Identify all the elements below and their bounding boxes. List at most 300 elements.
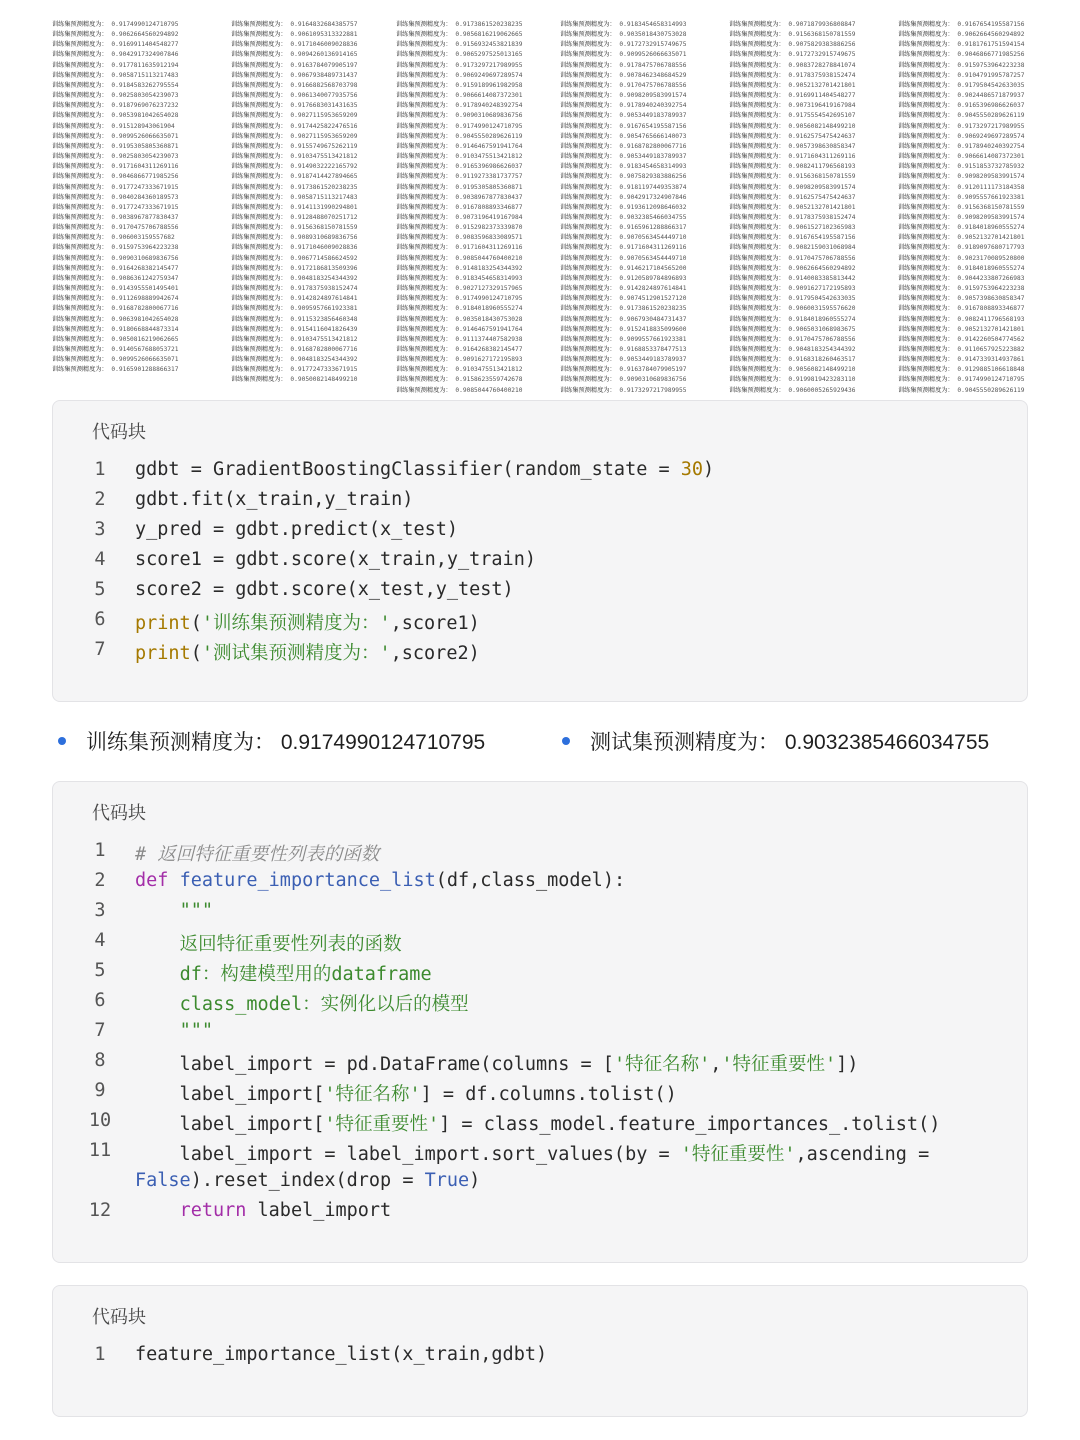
- output-line: [396, 223, 559, 233]
- code-token: y_pred = gdbt.predict(x_test): [135, 519, 459, 540]
- output-column: [52, 20, 215, 375]
- line-number: 8: [94, 1050, 106, 1071]
- output-value: 0.9174425822476516: [290, 122, 358, 130]
- output-line: [231, 193, 394, 203]
- output-value: 0.9083728278841074: [788, 61, 856, 69]
- output-value: 0.9156368150781559: [788, 31, 856, 39]
- output-value: 0.9086361242759347: [111, 274, 179, 282]
- output-label: 训练集预测精度为：: [729, 325, 789, 333]
- output-label: 训练集预测精度为：: [898, 244, 958, 252]
- line-number: 9: [94, 1080, 106, 1101]
- output-line: [898, 122, 1061, 132]
- result-row: [52, 726, 1028, 762]
- output-line: [52, 223, 215, 233]
- output-line: [396, 111, 559, 121]
- output-label: 训练集预测精度为：: [729, 335, 789, 343]
- output-value: 0.9177247333671915: [111, 183, 179, 191]
- output-label: 训练集预测精度为：: [729, 274, 789, 282]
- output-line: [396, 213, 559, 223]
- output-line: [729, 20, 892, 30]
- output-value: 0.9159753964223238: [957, 285, 1025, 293]
- output-value: 0.9065297525013165: [455, 51, 523, 59]
- output-label: 训练集预测精度为：: [52, 203, 112, 211]
- output-label: 训练集预测精度为：: [231, 51, 291, 59]
- code-token: '特征重要性': [721, 1054, 837, 1075]
- output-value: 0.9099557661923381: [619, 335, 687, 343]
- output-line: [560, 355, 723, 365]
- output-value: 0.9027115953659209: [290, 132, 358, 140]
- code-text: [135, 609, 480, 635]
- output-label: 训练集预测精度为：: [729, 173, 789, 181]
- output-label: 训练集预测精度为：: [729, 71, 789, 79]
- output-value: 0.9090310689836756: [619, 376, 687, 384]
- output-label: 训练集预测精度为：: [52, 163, 112, 171]
- output-line: [560, 315, 723, 325]
- output-value: 0.9061340077935756: [290, 92, 358, 100]
- output-value: 0.9061095313322881: [290, 31, 358, 39]
- code-token: [135, 934, 180, 955]
- output-label: 训练集预测精度为：: [898, 173, 958, 181]
- output-value: 0.9171046009028836: [290, 41, 358, 49]
- output-value: 0.9103475513421812: [455, 366, 523, 374]
- output-value: 0.9162575475424637: [788, 193, 856, 201]
- output-value: 0.915128943061904: [111, 122, 175, 130]
- line-number: 7: [94, 1020, 106, 1041]
- output-value: 0.9140083385813442: [788, 274, 856, 282]
- output-label: 训练集预测精度为：: [396, 386, 456, 394]
- output-value: 0.9048183254344392: [290, 274, 358, 282]
- bullet-icon: [58, 737, 66, 745]
- output-label: 训练集预测精度为：: [52, 71, 112, 79]
- output-label: 训练集预测精度为：: [560, 295, 620, 303]
- output-value: 0.9035018430753028: [619, 31, 687, 39]
- output-label: 训练集预测精度为：: [231, 234, 291, 242]
- output-line: [52, 365, 215, 375]
- output-line: [729, 172, 892, 182]
- output-label: 训练集预测精度为：: [560, 183, 620, 191]
- output-label: 训练集预测精度为：: [231, 366, 291, 374]
- output-label: 训练集预测精度为：: [729, 285, 789, 293]
- output-value: 0.9167654195587156: [788, 234, 856, 242]
- output-value: 0.9057398630858347: [788, 142, 856, 150]
- output-value: 0.9074512901527120: [619, 295, 687, 303]
- output-line: [898, 101, 1061, 111]
- output-value: 0.9091627172195893: [455, 356, 523, 364]
- output-line: [729, 152, 892, 162]
- code-token: '特征名称': [324, 1084, 421, 1105]
- output-label: 训练集预测精度为：: [52, 142, 112, 150]
- code-text: [135, 1080, 677, 1106]
- output-line: [52, 304, 215, 314]
- output-line: [231, 162, 394, 172]
- output-label: 训练集预测精度为：: [729, 51, 789, 59]
- output-value: 0.9042917324907846: [619, 193, 687, 201]
- output-value: 0.9177247333671915: [290, 366, 358, 374]
- output-label: 训练集预测精度为：: [396, 92, 456, 100]
- output-line: [231, 203, 394, 213]
- code-token: [135, 1200, 180, 1221]
- output-value: 0.9128488070251712: [290, 213, 358, 221]
- output-value: 0.9025803054239073: [111, 153, 179, 161]
- output-value: 0.9179504542633035: [957, 81, 1025, 89]
- output-label: 训练集预测精度为：: [396, 61, 456, 69]
- output-label: 训练集预测精度为：: [560, 132, 620, 140]
- output-value: 0.9174990124710795: [455, 295, 523, 303]
- output-label: 训练集预测精度为：: [52, 213, 112, 221]
- output-value: 0.9066614087372301: [455, 92, 523, 100]
- output-line: [729, 122, 892, 132]
- output-label: 训练集预测精度为：: [729, 315, 789, 323]
- output-line: [396, 203, 559, 213]
- output-value: 0.9173297217989955: [957, 122, 1025, 130]
- code-token: '特征名称': [613, 1054, 711, 1075]
- output-value: 0.9177247333671915: [111, 203, 179, 211]
- output-label: 训练集预测精度为：: [52, 31, 112, 39]
- output-line: [231, 264, 394, 274]
- code-text: [135, 900, 213, 921]
- output-label: 训练集预测精度为：: [560, 153, 620, 161]
- output-label: 训练集预测精度为：: [396, 31, 456, 39]
- line-number: 10: [88, 1110, 112, 1131]
- output-label: 训练集预测精度为：: [52, 153, 112, 161]
- output-label: 训练集预测精度为：: [898, 132, 958, 140]
- output-line: [560, 101, 723, 111]
- output-line: [729, 162, 892, 172]
- output-line: [560, 40, 723, 50]
- output-label: 训练集预测精度为：: [729, 163, 789, 171]
- output-value: 0.9199819423283110: [788, 376, 856, 384]
- output-label: 训练集预测精度为：: [52, 254, 112, 262]
- test-accuracy-value: 0.9032385466034755: [784, 731, 990, 754]
- output-line: [729, 243, 892, 253]
- output-label: 训练集预测精度为：: [898, 203, 958, 211]
- output-value: 0.9023170089520800: [957, 254, 1025, 262]
- output-label: 训练集预测精度为：: [729, 224, 789, 232]
- output-value: 0.9174990124710795: [111, 21, 179, 28]
- output-label: 训练集预测精度为：: [560, 193, 620, 201]
- output-line: [52, 71, 215, 81]
- output-label: 训练集预测精度为：: [52, 193, 112, 201]
- output-line: [898, 365, 1061, 375]
- output-line: [396, 264, 559, 274]
- output-value: 0.9147339314937861: [957, 356, 1025, 364]
- output-line: [396, 30, 559, 40]
- output-line: [52, 172, 215, 182]
- output-line: [396, 274, 559, 284]
- output-label: 训练集预测精度为：: [560, 31, 620, 39]
- output-label: 训练集预测精度为：: [52, 244, 112, 252]
- output-label: 训练集预测精度为：: [52, 356, 112, 364]
- output-line: [898, 254, 1061, 264]
- output-value: 0.9053449183789937: [619, 153, 687, 161]
- output-value: 0.9046866771985256: [957, 51, 1025, 59]
- output-line: [231, 61, 394, 71]
- output-line: [231, 71, 394, 81]
- output-line: [898, 304, 1061, 314]
- code-token: ,ascending =: [795, 1144, 930, 1165]
- output-line: [560, 203, 723, 213]
- output-value: 0.9184018960555274: [957, 264, 1025, 272]
- output-value: 0.9171604311269116: [619, 244, 687, 252]
- output-label: 训练集预测精度为：: [560, 112, 620, 120]
- output-value: 0.9184018960555274: [455, 305, 523, 313]
- code-token: """: [179, 1020, 213, 1041]
- code-token: ): [703, 459, 715, 480]
- output-line: [396, 40, 559, 50]
- output-column: [231, 20, 394, 386]
- output-label: 训练集预测精度为：: [729, 122, 789, 130]
- output-line: [898, 335, 1061, 345]
- output-label: 训练集预测精度为：: [52, 102, 112, 110]
- output-label: 训练集预测精度为：: [396, 234, 456, 242]
- output-value: 0.9187969076237232: [111, 102, 179, 110]
- code-text: [135, 990, 469, 1016]
- output-line: [231, 345, 394, 355]
- code-token: feature_importance_list(x_train,gdbt): [135, 1344, 548, 1365]
- output-label: 训练集预测精度为：: [898, 31, 958, 39]
- output-value: 0.9168318260463517: [788, 356, 856, 364]
- output-label: 训练集预测精度为：: [560, 203, 620, 211]
- output-line: [560, 162, 723, 172]
- output-line: [231, 233, 394, 243]
- output-label: 训练集预测精度为：: [560, 163, 620, 171]
- output-value: 0.9027127329157965: [455, 285, 523, 293]
- output-label: 训练集预测精度为：: [396, 122, 456, 130]
- output-label: 训练集预测精度为：: [231, 335, 291, 343]
- output-line: [396, 61, 559, 71]
- output-value: 0.9094260136914165: [290, 51, 358, 59]
- output-line: [898, 71, 1061, 81]
- code-token: [135, 994, 180, 1015]
- output-value: 0.9178940248392754: [455, 102, 523, 110]
- output-label: 训练集预测精度为：: [52, 81, 112, 89]
- code-token: gdbt.fit(x_train,y_train): [135, 489, 414, 510]
- output-line: [729, 315, 892, 325]
- output-line: [729, 345, 892, 355]
- code-token: print: [135, 643, 191, 664]
- code-token: ,score1): [390, 613, 480, 634]
- output-label: 训练集预测精度为：: [231, 92, 291, 100]
- output-line: [231, 335, 394, 345]
- output-value: 0.9170475706788556: [619, 81, 687, 89]
- output-line: [729, 50, 892, 60]
- output-line: [898, 40, 1061, 50]
- output-line: [231, 375, 394, 385]
- code-token: feature_importance_list: [179, 870, 436, 891]
- output-line: [396, 325, 559, 335]
- output-value: 0.9175554542695107: [788, 112, 856, 120]
- output-value: 0.9082411796568193: [957, 315, 1025, 323]
- output-value: 0.9103475513421812: [290, 335, 358, 343]
- output-value: 0.9104791995787257: [957, 71, 1025, 79]
- output-value: 0.9174990124710795: [455, 122, 523, 130]
- output-value: 0.9067938489731437: [290, 71, 358, 79]
- output-value: 0.9142824897614841: [619, 285, 687, 293]
- output-value: 0.9090310689836756: [455, 112, 523, 120]
- output-line: [396, 355, 559, 365]
- code-block-feature-importance-def: [52, 781, 1028, 1263]
- output-label: 训练集预测精度为：: [396, 41, 456, 49]
- output-label: 训练集预测精度为：: [52, 274, 112, 282]
- output-value: 0.9195305805360871: [111, 142, 179, 150]
- output-value: 0.9067930484731437: [619, 315, 687, 323]
- line-number: 4: [94, 930, 106, 951]
- output-label: 训练集预测精度为：: [560, 305, 620, 313]
- output-value: 0.9056816219062665: [455, 31, 523, 39]
- code-token: label_import[: [135, 1084, 325, 1105]
- output-label: 训练集预测精度为：: [231, 325, 291, 333]
- output-value: 0.9069249697289574: [455, 71, 523, 79]
- output-label: 训练集预测精度为：: [52, 346, 112, 353]
- output-value: 0.9148183254344392: [455, 264, 523, 272]
- output-line: [560, 30, 723, 40]
- output-label: 训练集预测精度为：: [729, 234, 789, 242]
- output-value: 0.9166882568703798: [290, 81, 358, 89]
- output-line: [560, 61, 723, 71]
- output-line: [898, 172, 1061, 182]
- output-line: [52, 203, 215, 213]
- output-value: 0.9082159031068984: [788, 244, 856, 252]
- output-value: 0.9179504542633035: [788, 295, 856, 303]
- output-label: 训练集预测精度为：: [396, 295, 456, 303]
- train-accuracy-value: 0.9174990124710795: [280, 731, 486, 754]
- output-line: [898, 183, 1061, 193]
- code-token: label_import: [246, 1200, 392, 1221]
- output-line: [52, 81, 215, 91]
- line-number: 1: [94, 840, 106, 861]
- output-line: [231, 284, 394, 294]
- output-label: 训练集预测精度为：: [898, 366, 958, 374]
- output-label: 训练集预测精度为：: [898, 61, 958, 69]
- output-label: 训练集预测精度为：: [560, 102, 620, 110]
- output-label: 训练集预测精度为：: [898, 295, 958, 303]
- output-label: 训练集预测精度为：: [396, 346, 456, 353]
- code-text: [135, 489, 413, 510]
- output-label: 训练集预测精度为：: [560, 213, 620, 221]
- output-label: 训练集预测精度为：: [231, 41, 291, 49]
- code-text: [135, 519, 458, 540]
- output-label: 训练集预测精度为：: [729, 142, 789, 150]
- output-line: [729, 304, 892, 314]
- output-label: 训练集预测精度为：: [52, 295, 112, 303]
- output-value: 0.9177811635912194: [111, 61, 179, 69]
- output-label: 训练集预测精度为：: [396, 153, 456, 161]
- output-line: [231, 81, 394, 91]
- line-number: 6: [94, 990, 106, 1011]
- output-line: [396, 243, 559, 253]
- code-text: [135, 930, 402, 956]
- output-line: [560, 233, 723, 243]
- output-value: 0.9052132701421801: [788, 203, 856, 211]
- output-line: [231, 223, 394, 233]
- output-label: 训练集预测精度为：: [729, 264, 789, 272]
- output-label: 训练集预测精度为：: [396, 274, 456, 282]
- output-line: [52, 40, 215, 50]
- code-token: score1 = gdbt.score(x_train,y_train): [135, 549, 536, 570]
- output-label: 训练集预测精度为：: [52, 335, 112, 343]
- output-value: 0.9085044760400210: [455, 386, 523, 394]
- output-line: [396, 183, 559, 193]
- output-value: 0.9038967877830437: [455, 193, 523, 201]
- output-value: 0.9170475706788556: [788, 254, 856, 262]
- output-line: [52, 345, 215, 355]
- line-number: 6: [94, 609, 106, 630]
- output-line: [729, 335, 892, 345]
- line-number: 1: [94, 1344, 106, 1365]
- output-label: 训练集预测精度为：: [729, 81, 789, 89]
- output-label: 训练集预测精度为：: [560, 285, 620, 293]
- output-line: [560, 183, 723, 193]
- output-value: 0.9085044760400210: [455, 254, 523, 262]
- output-value: 0.9156368150781559: [957, 203, 1025, 211]
- output-label: 训练集预测精度为：: [898, 213, 958, 221]
- output-value: 0.9183454658314993: [619, 163, 687, 171]
- output-value: 0.9183454658314993: [455, 274, 523, 282]
- output-value: 0.9024486571879937: [957, 92, 1025, 100]
- code-token: [135, 964, 180, 985]
- output-label: 训练集预测精度为：: [396, 254, 456, 262]
- code-token: ] = class_model.feature_importances_.tolist(): [439, 1114, 941, 1135]
- output-value: 0.9158623559742678: [455, 376, 523, 384]
- output-value: 0.9075829383886256: [788, 41, 856, 49]
- output-value: 0.9195305805360871: [455, 183, 523, 191]
- output-label: 训练集预测精度为：: [898, 92, 958, 100]
- output-label: 训练集预测精度为：: [396, 163, 456, 171]
- output-line: [52, 20, 215, 30]
- output-label: 训练集预测精度为：: [52, 285, 112, 293]
- output-line: [898, 152, 1061, 162]
- output-label: 训练集预测精度为：: [231, 112, 291, 120]
- line-number: 3: [94, 519, 106, 540]
- code-token: def: [135, 870, 169, 891]
- output-line: [396, 315, 559, 325]
- output-line: [52, 142, 215, 152]
- output-label: 训练集预测精度为：: [729, 295, 789, 303]
- code-text: [135, 639, 480, 665]
- output-value: 0.9142260504774562: [957, 335, 1025, 343]
- output-label: 训练集预测精度为：: [52, 264, 112, 272]
- output-label: 训练集预测精度为：: [729, 193, 789, 201]
- output-line: [396, 91, 559, 101]
- output-value: 0.9165396986626037: [455, 163, 523, 171]
- output-line: [729, 61, 892, 71]
- output-label: 训练集预测精度为：: [729, 213, 789, 221]
- output-line: [898, 193, 1061, 203]
- code-token: ]): [836, 1054, 859, 1075]
- output-line: [231, 142, 394, 152]
- output-line: [52, 193, 215, 203]
- output-label: 训练集预测精度为：: [898, 315, 958, 323]
- output-label: 训练集预测精度为：: [560, 335, 620, 343]
- output-label: 训练集预测精度为：: [231, 295, 291, 303]
- output-value: 0.9056082148499210: [788, 122, 856, 130]
- output-label: 训练集预测精度为：: [898, 224, 958, 232]
- output-value: 0.9178940240392754: [619, 102, 687, 110]
- output-value: 0.9178940240392754: [957, 142, 1025, 150]
- output-line: [231, 213, 394, 223]
- code-text: [135, 1140, 929, 1166]
- output-label: 训练集预测精度为：: [396, 71, 456, 79]
- output-line: [231, 20, 394, 30]
- output-line: [52, 162, 215, 172]
- output-line: [52, 355, 215, 365]
- output-line: [729, 294, 892, 304]
- output-label: 训练集预测精度为：: [729, 346, 789, 353]
- output-line: [729, 264, 892, 274]
- output-value: 0.9066614087372301: [957, 153, 1025, 161]
- output-label: 训练集预测精度为：: [560, 61, 620, 69]
- output-value: 0.9098209583991574: [957, 173, 1025, 181]
